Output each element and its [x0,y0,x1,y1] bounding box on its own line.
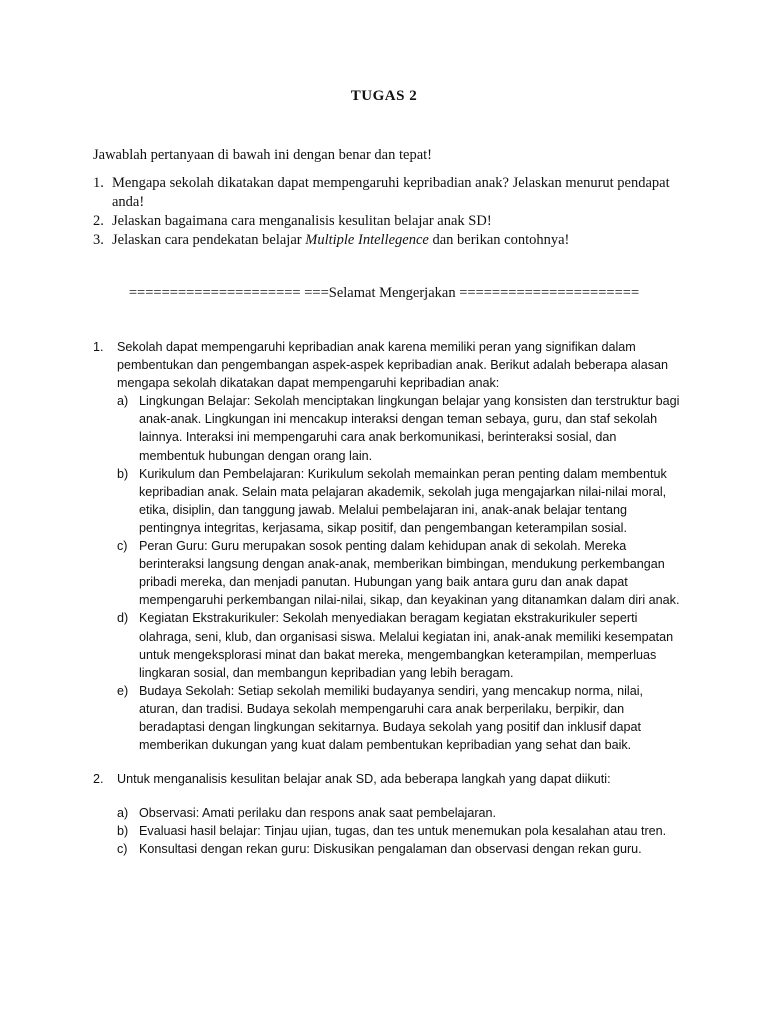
subitem-text: Observasi: Amati perilaku dan respons anak saat pembelajaran. [139,806,497,821]
question-text: Jelaskan bagaimana cara menganalisis kesulitan belajar anak SD! [112,213,492,229]
question-item [93,212,693,231]
subitem-label: e) [117,683,129,698]
answer-subitem [117,822,683,840]
answer-subitem [117,537,683,609]
subitem-label: b) [117,466,129,481]
subitem-text: Budaya Sekolah: Setiap sekolah memiliki budayanya sendiri, yang mencakup norma, nilai, aturan, dan tradisi. Budaya sekolah mempengaruhi cara anak berperilaku, berpikir, dan beradaptasi dengan lingkungan sekitarnya. Budaya sekolah yang positif dan inklusif dapat memberikan dukungan yang kuat dalam pembentukan kepribadian yang sehat dan baik. [139,683,644,753]
subitem-text: Konsultasi dengan rekan guru: Diskusikan pengalaman dan observasi dengan rekan guru. [139,842,642,857]
answer-subitem [117,392,683,464]
answer-subitem [117,465,683,537]
spacer [93,754,683,770]
subitem-label: a) [117,806,129,821]
subitem-text: Kurikulum dan Pembelajaran: Kurikulum sekolah memainkan peran penting dalam membentuk kepribadian anak. Selain mata pelajaran akademik, sekolah juga mengajarkan nilai-nilai moral, etika, disiplin, dan tanggung jawab. Melalui pembelajaran ini, anak-anak belajar tentang pentingnya integritas, kerjasama, sikap positif, dan pengembangan keterampilan sosial. [139,466,667,535]
answer-block [93,338,683,392]
question-item [93,231,693,250]
instruction-text: Jawablah pertanyaan di bawah ini dengan benar dan tepat! [93,147,432,163]
answer-block [93,770,683,788]
answer-subitem [117,840,683,858]
question-text-italic: Multiple Intellegence [305,232,429,248]
answer-intro: Sekolah dapat mempengaruhi kepribadian anak karena memiliki peran yang signifikan dalam pembentukan dan pengembangan aspek-aspek kepribadian anak. Berikut adalah beberapa alasan mengapa sekolah dikatakan dapat mempengaruhi kepribadian anak: [117,340,669,391]
answer-body [117,770,683,788]
subitem-text: Kegiatan Ekstrakurikuler: Sekolah menyediakan beragam kegiatan ekstrakurikuler seperti olahraga, seni, klub, dan organisasi siswa. Melalui kegiatan ini, anak-anak memiliki kesempatan untuk mengeksplorasi minat dan bakat mereka, mengembangkan keterampilan, memperluas lingkaran sosial, dan membangun kepribadian yang lebih beragam. [139,611,674,680]
question-text: Mengapa sekolah dikatakan dapat mempengaruhi kepribadian anak? Jelaskan menurut pendapat anda! [112,175,670,210]
answer-subitem [117,609,683,681]
question-text [112,231,693,250]
answer-intro: Untuk menganalisis kesulitan belajar anak SD, ada beberapa langkah yang dapat diikuti: [117,772,611,787]
question-number: 1. [93,175,104,191]
question-number: 3. [93,232,104,248]
answer-section [93,338,683,859]
question-item [93,174,693,212]
subitem-label: c) [117,539,128,554]
question-number: 2. [93,213,104,229]
question-list [93,174,693,250]
spacer [93,788,683,804]
answer-subitem [117,804,683,822]
answer-number: 1. [93,340,104,354]
subitem-label: c) [117,842,128,857]
question-text-start: Jelaskan cara pendekatan belajar [112,232,306,248]
question-text-end: dan berikan contohnya! [428,232,570,248]
answer-number: 2. [93,772,104,787]
subitem-text: Lingkungan Belajar: Sekolah menciptakan lingkungan belajar yang konsisten dan terstruktur bagi anak-anak. Lingkungan ini mencakup interaksi dengan teman sebaya, guru, dan staf sekolah lainnya. Interaksi ini mempengaruhi cara anak berkomunikasi, berinteraksi sosial, dan membentuk hubungan dengan orang lain. [139,394,680,463]
subitem-label: b) [117,824,129,839]
answer-subitem [117,682,683,754]
answer-body [117,338,683,392]
subitem-label: d) [117,611,129,626]
divider-line: ===================== ===Selamat Mengerjakan ====================== [128,285,640,301]
subitem-text: Peran Guru: Guru merupakan sosok penting dalam kehidupan anak di sekolah. Mereka berinteraksi langsung dengan anak-anak, memberikan bimbingan, mendukung perkembangan pribadi mereka, dan menjadi panutan. Hubungan yang baik antara guru dan anak dapat mempengaruhi perkembangan nilai-nilai, sikap, dan keyakinan yang ditanamkan dalam diri anak. [139,539,680,608]
subitem-label: a) [117,394,129,409]
subitem-text: Evaluasi hasil belajar: Tinjau ujian, tugas, dan tes untuk menemukan pola kesalahan atau tren. [139,824,667,839]
document-title: TUGAS 2 [350,88,418,104]
